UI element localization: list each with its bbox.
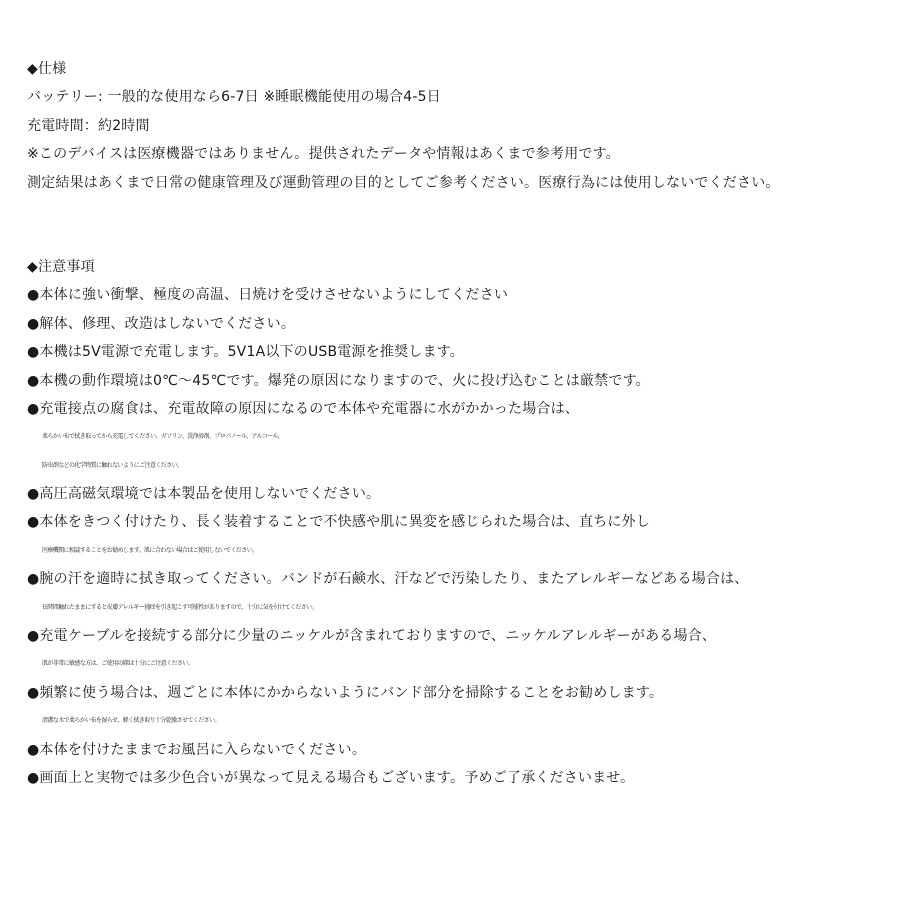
spec-section: [27, 55, 893, 197]
note-item-power: ●本機は5V電源で充電します。5V1A以下のUSB電源を推奨します。: [27, 344, 464, 361]
note-item-bath: ●本体を付けたままでお風呂に入らないでください。: [27, 741, 367, 758]
spec-heading: ◆仕様: [27, 61, 67, 77]
note-item-contact-corrosion: ●充電接点の腐食は、充電故障の原因になるので本体や充電器に水がかかった場合は、: [27, 400, 580, 417]
note-item-skin-discomfort-cont: 医療機関に相談することをお勧めします。肌に合わない場合はご使用しないでください。: [42, 546, 258, 554]
note-item-nickel-cont: 肌が非常に敏感な方は、ご使用の際は十分にご注意ください。: [42, 660, 194, 668]
note-item-sweat-cont: 長時間触れたままにすると皮膚アレルギー掻痒を引き起こす可能性がありますので、十分に気を付けてください。: [42, 603, 317, 611]
note-item-sweat: ●腕の汗を適時に拭き取ってください。バンドが石鹸水、汗などで汚染したり、またアレルギーなどある場合は、: [27, 571, 749, 588]
note-item-contact-corrosion-cont-1: 柔らかい布で拭き取ってから充電してください。ガソリン、洗浄溶剤、プロパノール、アルコール、: [42, 433, 283, 441]
spec-measurement-note: 測定結果はあくまで日常の健康管理及び運動管理の目的としてご参考ください。医療行為には使用しないでください。: [27, 174, 780, 191]
section-spacer: [27, 197, 893, 253]
spec-charge-time: 充電時間：約2時間: [27, 117, 150, 134]
note-item-color: ●画面上と実物では多少色合いが異なって見える場合もございます。予めご了承くださいませ。: [27, 769, 635, 786]
note-item-skin-discomfort: ●本体をきつく付けたり、長く装着することで不快感や肌に異変を感じられた場合は、直ちに外し: [27, 514, 651, 531]
note-item-impact: ●本体に強い衝撃、極度の高温、日焼けを受けさせないようにしてください: [27, 287, 509, 304]
note-item-magnetic: ●高圧高磁気環境では本製品を使用しないでください。: [27, 486, 381, 503]
note-item-cleaning-cont: 清潔な水で柔らかい布を湿らせ、軽く拭き取り十分乾燥させてください。: [42, 717, 220, 725]
note-item-nickel: ●充電ケーブルを接続する部分に少量のニッケルが含まれておりますので、ニッケルアレルギーがある場合、: [27, 628, 717, 645]
note-item-cleaning: ●頻繁に使う場合は、週ごとに本体にかからないようにバンド部分を掃除することをお勧めします。: [27, 684, 664, 701]
notes-section: [27, 253, 893, 792]
spec-battery: バッテリー: 一般的な使用なら6-7日 ※睡眠機能使用の場合4-5日: [27, 89, 441, 106]
note-item-disassembly: ●解体、修理、改造はしないでください。: [27, 315, 296, 332]
note-item-temperature: ●本機の動作環境は0℃〜45℃です。爆発の原因になりますので、火に投げ込むことは厳禁です。: [27, 372, 650, 389]
notes-heading: ◆注意事項: [27, 258, 95, 275]
product-notice-document: [27, 55, 893, 792]
spec-disclaimer: ※このデバイスは医療機器ではありません。提供されたデータや情報はあくまで参考用です。: [27, 146, 620, 163]
note-item-contact-corrosion-cont-2: 防虫剤などの化学物質に触れないようにご注意ください。: [42, 461, 183, 469]
